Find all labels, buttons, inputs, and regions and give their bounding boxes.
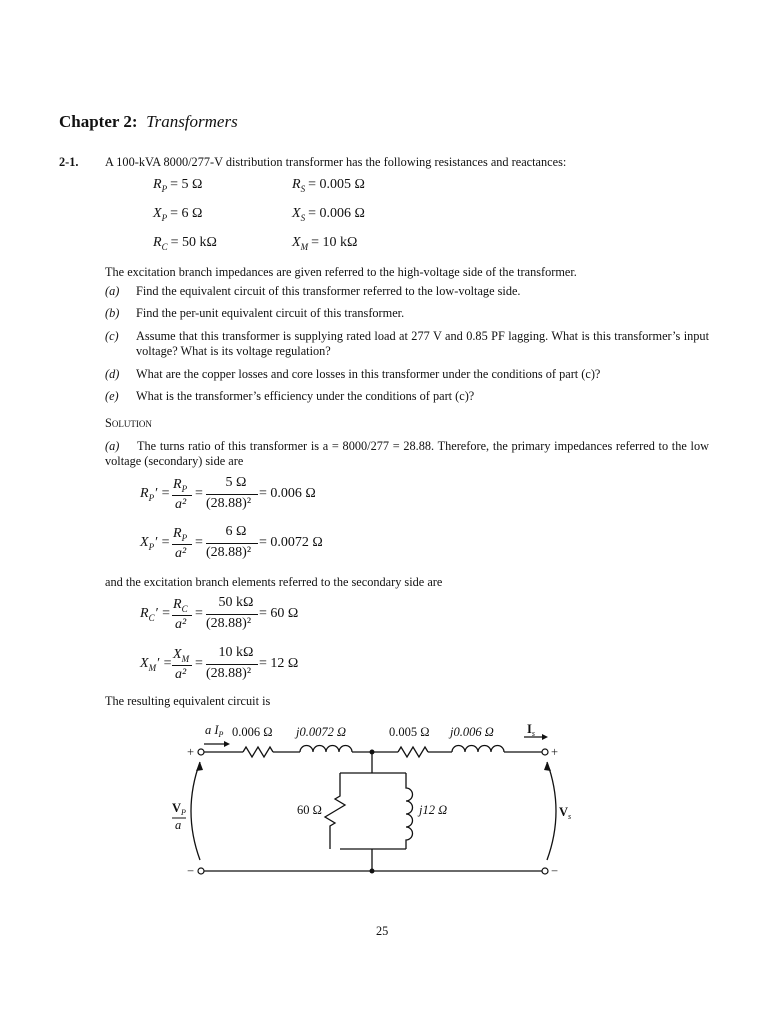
problem-note: The excitation branch impedances are given referred to the high-voltage side of the transformer. xyxy=(105,265,577,279)
parameter-value: = 5 Ω xyxy=(170,177,203,192)
part-text: Assume that this transformer is supplying rated load at 277 V and 0.85 PF lagging. What is this transformer’s input voltage? What is its voltage regulation? xyxy=(136,329,709,358)
inductor-xp xyxy=(300,746,352,752)
terminal-bottom-left xyxy=(198,868,204,874)
parameter-subscript: S xyxy=(300,212,306,223)
label-v-primary: $V_P$ xyxy=(172,801,186,817)
fraction-denominator: a² xyxy=(175,497,187,512)
equation-result: = 60 Ω xyxy=(259,606,299,621)
equals-sign: = xyxy=(195,606,203,621)
problem-number: 2-1. xyxy=(59,155,79,169)
fraction-denominator: a² xyxy=(175,546,187,561)
parameter-value: = 6 Ω xyxy=(170,206,203,221)
value-denominator: (28.88)² xyxy=(206,616,252,631)
solution-heading: Solution xyxy=(105,416,152,430)
parameter-symbol: R xyxy=(292,177,301,192)
resistor-rp xyxy=(243,747,273,757)
part-label: (c) xyxy=(105,329,119,343)
fraction-denominator: a² xyxy=(175,667,187,682)
part-text: Find the per-unit equivalent circuit of this transformer. xyxy=(136,306,405,320)
terminal-bottom-right xyxy=(542,868,548,874)
parameter-subscript: P xyxy=(161,183,168,194)
numerator-symbol: X xyxy=(173,647,182,662)
parameter-symbol: R xyxy=(153,177,162,192)
solution-paragraph-b: and the excitation branch elements referred to the secondary side are xyxy=(105,575,443,589)
inductor-xm xyxy=(406,773,413,849)
lhs-subscript: P xyxy=(148,541,155,552)
part-text: What are the copper losses and core losses in this transformer under the conditions of part (c)? xyxy=(136,367,601,381)
chapter-title: Transformers xyxy=(146,112,238,131)
equals-sign: = xyxy=(195,656,203,671)
solution-paragraph-c: The resulting equivalent circuit is xyxy=(105,694,271,708)
value-numerator: 5 Ω xyxy=(225,475,247,490)
lhs-prime: ′ = xyxy=(155,535,170,550)
parameter-value: = 0.005 Ω xyxy=(308,177,365,192)
voltage-arc-right xyxy=(547,762,556,860)
label-minus-left: − xyxy=(187,864,195,878)
parameter-symbol: X xyxy=(153,206,162,221)
label-v-secondary: $V_s$ xyxy=(559,805,572,821)
equation-result: = 12 Ω xyxy=(259,656,299,671)
label-minus-right: − xyxy=(551,864,559,878)
terminal-top-left xyxy=(198,749,204,755)
equation-result: = 0.006 Ω xyxy=(259,486,316,501)
parameter-symbol: X xyxy=(292,206,301,221)
label-x-magnetizing: j12 Ω xyxy=(419,803,448,817)
lhs-symbol: X xyxy=(140,535,149,550)
parameter-value: = 50 kΩ xyxy=(170,235,217,250)
parameter-subscript: M xyxy=(300,241,309,252)
numerator-symbol: R xyxy=(173,526,182,541)
numerator-subscript: P xyxy=(181,483,188,494)
part-label: (d) xyxy=(105,367,120,381)
problem-intro: A 100-kVA 8000/277-V distribution transformer has the following resistances and reactances: xyxy=(105,155,567,169)
lhs-prime: ′ = xyxy=(155,606,171,621)
part-text: Find the equivalent circuit of this transformer referred to the low-voltage side. xyxy=(136,284,521,298)
numerator-symbol: R xyxy=(173,477,182,492)
equals-sign: = xyxy=(195,486,203,501)
lhs-symbol: X xyxy=(140,656,149,671)
equals-sign: = xyxy=(195,535,203,550)
part-text: What is the transformer’s efficiency under the conditions of part (c)? xyxy=(136,389,475,403)
resistor-rc xyxy=(325,773,345,849)
label-x-primary: j0.0072 Ω xyxy=(296,725,347,739)
parameter-value: = 0.006 Ω xyxy=(308,206,365,221)
value-denominator: (28.88)² xyxy=(206,666,252,681)
parameter-subscript: P xyxy=(161,212,168,223)
lhs-symbol: R xyxy=(140,486,149,501)
fraction-denominator: a² xyxy=(175,617,187,632)
parameter-subscript: C xyxy=(161,241,168,252)
lhs-prime: ′ = xyxy=(155,486,170,501)
lhs-prime: ′ = xyxy=(157,656,172,671)
voltage-arc-left xyxy=(191,762,200,860)
value-denominator: (28.88)² xyxy=(206,545,252,560)
terminal-top-right xyxy=(542,749,548,755)
value-numerator: 6 Ω xyxy=(225,524,247,539)
resistor-rs xyxy=(398,747,428,757)
parameter-symbol: R xyxy=(153,235,162,250)
parameter-subscript: S xyxy=(300,183,306,194)
part-label: (e) xyxy=(105,389,119,403)
numerator-symbol: R xyxy=(173,597,182,612)
label-current-out: $I_s$ xyxy=(527,722,535,738)
lhs-symbol: R xyxy=(140,606,149,621)
solution-paragraph-a: The turns ratio of this transformer is a = 8000/277 = 28.88. Therefore, the primary impedances referred to the low voltage (secondary) side are xyxy=(105,439,709,468)
inductor-xs xyxy=(452,746,504,752)
label-x-secondary: j0.006 Ω xyxy=(450,725,494,739)
parameter-value: = 10 kΩ xyxy=(311,235,358,250)
label-r-primary: 0.006 Ω xyxy=(232,725,273,739)
solution-part-label: (a) xyxy=(105,439,120,453)
label-r-secondary: 0.005 Ω xyxy=(389,725,430,739)
value-numerator: 50 kΩ xyxy=(218,595,254,610)
numerator-subscript: M xyxy=(181,653,190,664)
label-plus-right: + xyxy=(551,745,559,759)
part-label: (b) xyxy=(105,306,120,320)
lhs-subscript: C xyxy=(148,612,155,623)
numerator-subscript: P xyxy=(181,532,188,543)
parameter-symbol: X xyxy=(292,235,301,250)
chapter-label: Chapter 2 xyxy=(59,112,132,131)
label-r-core: 60 Ω xyxy=(297,803,322,817)
value-numerator: 10 kΩ xyxy=(218,645,254,660)
equation-result: = 0.0072 Ω xyxy=(259,535,323,550)
lhs-subscript: P xyxy=(148,492,155,503)
value-denominator: (28.88)² xyxy=(206,496,252,511)
label-v-primary-denominator: a xyxy=(175,818,182,832)
numerator-subscript: C xyxy=(181,603,188,614)
page-number: 25 xyxy=(376,924,389,938)
lhs-subscript: M xyxy=(148,662,157,673)
label-plus-left: + xyxy=(187,745,195,759)
chapter-colon: : xyxy=(131,112,138,131)
label-current-in: a $I_P$ xyxy=(205,723,224,739)
part-label: (a) xyxy=(105,284,120,298)
